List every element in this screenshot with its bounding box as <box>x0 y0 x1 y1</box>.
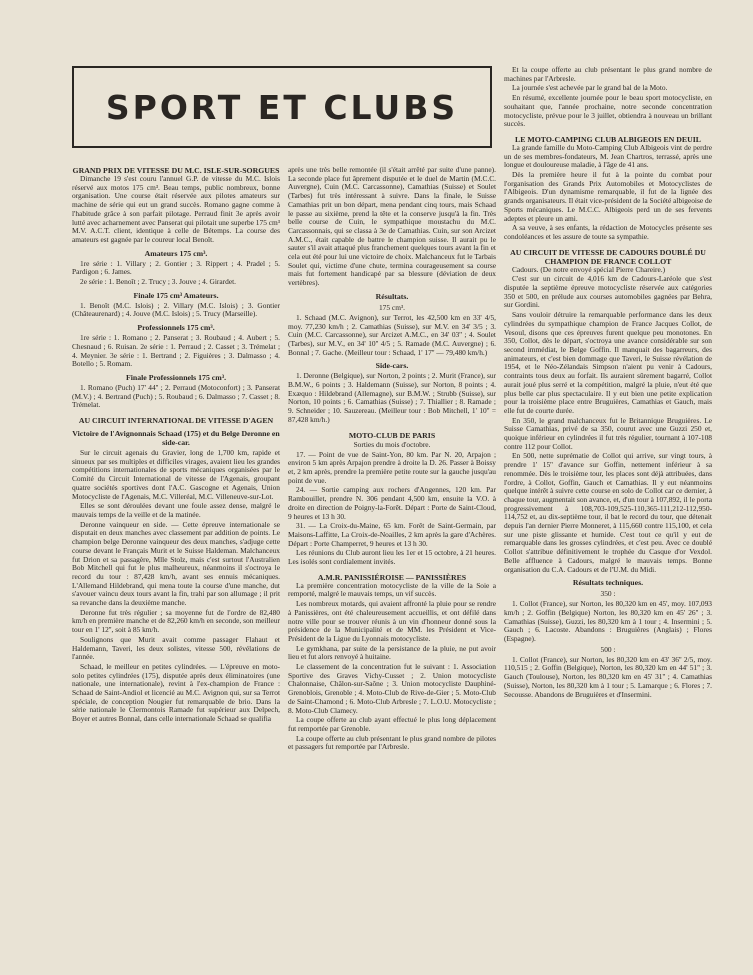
subheading-small: 175 cm³. <box>378 302 406 312</box>
column-middle <box>288 166 496 758</box>
paragraph: Deronne fut très régulier ; sa moyenne fut de l'ordre de 82,480 km/h en première manche et de 82,260 km/h en seconde, son meilleur tour en 1' 12'', soit à 85 km/h. <box>72 607 280 635</box>
article-title: AU CIRCUIT INTERNATIONAL DE VITESSE D'AGEN <box>78 416 274 426</box>
column-right <box>504 66 712 705</box>
paragraph: Schaad, le meilleur en petites cylindrées. — L'épreuve en moto-solo petites cylindrées (175), disputée après deux éliminatoires (une nationale, une internationale), revint à l'ex-champion de France : Schaad de Saint-Andiol et licencié au M.C. Avignon qui, sur sa Terrot spéciale, de conception Nougier fut remarquable de brio. Dans la série nationale le Clermontois Ramade fut supérieur aux Delpech, Boyer et autres Bonnal, dans celle internationale Schaad se qualifia <box>72 661 280 724</box>
paragraph: Sur le circuit agenais du Gravier, long de 1,700 km, rapide et sinueux par ses multiples et difficiles virages, avaient lieu les grandes compétitions internationales de sports mécaniques organisées par le Comité du Circuit International de vitesse de l'Agenais, groupant quatre sociétés sportives dont l'A.C. Gascogne et Agenais, Union Motocycliste de l'Agenais, M.C. Villeréal, M.C. Villeneuve-sur-Lot. <box>72 448 280 501</box>
results-text: 1. Collot (France), sur Norton, les 80,320 km en 43' 36'' 2/5, moy. 110,515 ; 2. Goffin (Belgique), Norton, les 80,320 km en 44' 51'' ; 3. Gauch (Toulouse), Norton, les 80,320 km en 45' 31'' ; 4. Camathias (Suisse), Norton, les 80,320 km à 1 tour ; 5. Lamarque ; 6. Flores ; 7. Secousse. Abandons de Bruguières et d'Insermini. <box>504 654 712 699</box>
paragraph: Cadours. (De notre envoyé spécial Pierre Chareire.) <box>512 264 666 274</box>
paragraph: Sans vouloir détruire la remarquable performance dans les deux cylindrées du sympathique champion de France Jacques Collot, de Vesoul, disons que ces épreuves furent quelque peu monotones. En 350, Collot, dès le départ, s'octroya une avance considérable sur son second immédiat, le Belge Goffin. Il manquait des bagarreurs, des animateurs, et c'est bien dommage que Taveri, le Suisse révélation de 1954, et le Néo-Zélandais Simpson n'aient pu venir à Cadours, contraints tous deux au forfait. Ils auraient sûrement bagarré, Collot aurait joué plus serré et la compétition, malgré la pluie, n'eut été que plus belle car plus spectaculaire. Il y eut bien une petite explication pour la troisième place entre Bruguières, Camathias et Gauch, mais elle fut de courte durée. <box>504 310 712 415</box>
paragraph: Deronne vainqueur en side. — Cette épreuve internationale se disputait en deux manches avec classement par addition de points. Le champion belge Deronne vainqueur des deux manches, s'adjuge cette course devant le Français Murit et le Suisse Haldeman. Malchanceux fut Drion et sa passagère, Mlle Stolz, mais c'est surtout l'Australien Bob Mitchell qui fut le plus malheureux, néanmoins il s'octroya le record du tour : 87,428 km/h, avant ses ennuis mécaniques. L'Allemand Hildebrand, qui mena toute la course d'une manche, dut s'avouer vaincu deux tours avant la fin, trahi par son allumage ; il prit sa revanche dans la deuxième manche. <box>72 519 280 608</box>
results-text: 2e série : 1. Benoît ; 2. Trucy ; 3. Jouve ; 4. Girardet. <box>80 277 237 287</box>
subheading: Finale Professionnels 175 cm³. <box>125 372 227 382</box>
paragraph: La grande famille du Moto-Camping Club Albigeois vint de perdre un de ses membres-fondateurs, M. Jean Chartros, terrassé, après une longue et douloureuse maladie, à l'âge de 41 ans. <box>504 142 712 170</box>
paragraph: 17. — Point de vue de Saint-Yon, 80 km. Par N. 20, Arpajon ; environ 5 km après Arpajon prendre à droite la D. 26. Passer à Boissy et, 2 km après, prendre la première petite route sur la gauche jusqu'au point de vue. <box>288 449 496 485</box>
paragraph: Les nombreux motards, qui avaient affronté la pluie pour se rendre à Panissières, ont été chaleureusement accueillis, et ont défilé dans notre ville pour se trouver réunis à un vin d'honneur donné sous la présidence de la Municipalité et de MM. les Président et Vice-Président de la Ligue du Lyonnais motocycliste. <box>288 599 496 643</box>
subheading-small: 350 : <box>600 589 616 599</box>
paragraph: Le gymkhana, par suite de la persistance de la pluie, ne put avoir lieu et fut alors renvoyé à huitaine. <box>288 643 496 662</box>
paragraph: La première concentration motocycliste de la ville de la Soie a remporté, malgré le mauvais temps, un vif succès. <box>288 580 496 599</box>
article-agen <box>72 416 280 724</box>
paragraph: après une très belle remontée (il s'était arrêté par suite d'une panne). La seconde place fut âprement disputée et le duel de Martin (M.C.C. Auvergne), Cuin (M.C. Carcassonne), Camathias (Suisse) et Soulet (Tarbes) fut très intéressant à suivre. Dans la finale, le Suisse Camathias prit un bon départ, mena pendant cinq tours, mais Schaad le passe au sixième, prend la tête et la conserve jusqu'à la fin. Très belle course de Cuin, le sympathique moustachu du M.C. Carcassonnais, qui se classa à 3e de Camathias. Cuin, sur son Arcizet A.M.C., était capable de battre le champion suisse. Il aurait pu le sauter s'il avait attaqué plus franchement quelques tours avant la fin et cela eut été pour lui une victoire de choix. Malchanceux fut le Tarbais Soulet qui, victime d'une chute, termina courageusement sa course mais fut fortement handicapé par sa blessure (déviation de deux vertèbres). <box>288 165 496 288</box>
article-panissieres <box>288 573 496 752</box>
results-text: 1. Deronne (Belgique), sur Norton, 2 points ; 2. Murit (France), sur B.M.W., 6 points ; 3. Haldemann (Suisse), sur Norton, 8 points ; 4. Exæquo : Hildebrand (Allemagne), sur B.M.W. ; Strubb (Suisse), sur Norton, 10 points ; 6. Camathias (Suisse) ; 7. Thiallier ; 8. Ramade ; 9. Schneider ; 10. Sauzereau. (Meilleur tour : Bob Mitchell, 1' 10'' = 87,428 km/h.) <box>288 371 496 424</box>
paragraph: A sa veuve, à ses enfants, la rédaction de Motocycles présente ses condoléances et les assure de toute sa sympathie. <box>504 223 712 241</box>
article-subtitle: Sorties du mois d'octobre. <box>353 439 431 449</box>
subheading: Finale 175 cm³ Amateurs. <box>133 290 219 300</box>
column-left <box>72 166 280 730</box>
article-mc-paris <box>288 431 496 567</box>
subheading: Résultats. <box>375 291 409 301</box>
article-gp-isle <box>72 166 280 410</box>
results-text: 1. Benoît (M.C. Islois) ; 2. Villary (M.C. Islois) ; 3. Gontier (Châteaurenard) ; 4. Jouve (M.C. Islois) ; 5. Trucy (Marseille). <box>72 300 280 319</box>
paragraph: Dès la première heure il fut à la pointe du combat pour l'organisation des Grands Prix Automobiles et Motocyclistes de l'Albigeois. D'un dynamisme remarquable, il fut de la lignée des grands organisateurs. Il était vice-président de la Société albigeoise de Sports mécaniques. Le M.C.C. Albigeois perd un de ses fervents adeptes et pleure un ami. <box>504 170 712 223</box>
section-banner <box>72 66 492 148</box>
article-subtitle: Victoire de l'Avignonnais Schaad (175) et du Belge Deronne en side-car. <box>72 429 280 448</box>
paragraph: En 500, nette suprématie de Collot qui arrive, sur vingt tours, à prendre 1' 15'' d'avance sur Goffin, nettement inférieur à sa renommée. Dès le troisième tour, les places sont déjà attribuées, dans l'ordre, à Collot, Goffin, Gauch et Camathias. Il y eut néanmoins quelque intérêt à suivre cette course en solo de Collot car ce dernier, à chaque tour, augmentait son avance, et, d'un tour à 107,892, il le porta progressivement à 108,703-109,525-110,365-111,212-112,950-114,752 et, au dix-septième tour, il bat le record du tour, que détenait depuis l'an dernier Pierre Monneret, à 115,660 contre 115,100, et cela sur une piste glissante et humide. C'est tout ce qu'il y eut de remarquable dans les grosses cylindrées, et c'est peu. Avec ce doublé Collot s'attribue définitivement le trophée du Casque d'or Vexdol. Belle affluence à Cadours, malgré le mauvais temps. Bonne organisation du C.A. Cadours et de l'U.M. du Midi. <box>504 451 712 574</box>
paragraph: Le classement de la concentration fut le suivant : 1. Association Sportive des Graves Vichy-Cusset ; 2. Union motocycliste Chalonnaise, Châlon-sur-Saône ; 3. Union motocycliste Dauphiné-Grenoblois, Grenoble ; 4. Moto-Club de Rive-de-Gier ; 5. Moto-Club de Saint-Chamond ; 6. Moto-Club Arbresle ; 7. L.O.U. Motocycliste ; 8. Moto-Club Clamecy. <box>288 662 496 715</box>
article-albigeois <box>504 135 712 242</box>
article-panissieres-continued <box>504 66 712 129</box>
paragraph: 31. — La Croix-du-Maine, 65 km. Forêt de Saint-Germain, par Maisons-Laffitte, La Croix-de-Noailles, 2 km après la gare d'Achères. Départ : Porte Champerret, 9 heures et 13 h 30. <box>288 521 496 548</box>
article-agen-continued <box>288 166 496 425</box>
article-title: LE MOTO-CAMPING CLUB ALBIGEOIS EN DEUIL <box>515 134 701 144</box>
paragraph: La coupe offerte au club ayant effectué le plus long déplacement fut remportée par Grenoble. <box>288 715 496 733</box>
banner-title: SPORT ET CLUBS <box>105 87 459 127</box>
subheading-small: 500 : <box>600 644 616 654</box>
paragraph: Les réunions du Club auront lieu les 1er et 15 octobre, à 21 heures. Les isolés sont cordialement invités. <box>288 548 496 567</box>
results-text: 1. Schaad (M.C. Avignon), sur Terrot, les 42,500 km en 33' 4/5, moy. 77,230 km/h ; 2. Camathias (Suisse), sur M.V. en 34' 3/5 ; 3. Cuin (M.C. Carcassonne), sur Arcizet A.M.C., en 34' 03'' ; 4. Soulet (Tarbes), sur M.V., en 34' 10'' 4/5 ; 5. Ramade (M.C. Auvergne) ; 6. Bonnal ; 7. Gache. (Meilleur tour : Schaad, 1' 17'' — 79,480 km/h.) <box>288 312 496 357</box>
paragraph: Et la coupe offerte au club présentant le plus grand nombre de machines par l'Arbresle. <box>504 65 712 83</box>
subheading: Side-cars. <box>375 361 409 371</box>
results-text: 1re série : 1. Romano ; 2. Panserat ; 3. Roubaud ; 4. Aubert ; 5. Chesnaud ; 6. Ruisan. 2e série : 1. Perraud ; 2. Casset ; 3. Trémelat ; 4. Meynier. 3e série : 1. Bertrand ; 2. Figuières ; 3. Dalmasso ; 4. Botello ; 5. Romam. <box>72 333 280 369</box>
results-text: 1. Collot (France), sur Norton, les 80,320 km en 45', moy. 107,093 km/h ; 2. Goffin (Belgique) Norton, les 80,320 km en 45' 26'' ; 3. Camathias (Suisse), Guzzi, les 80,320 km à 1 tour ; 4. Insermini ; 5. Gauch ; 6. Lacoste. Abandons : Bruguières (Anglais) ; Flores (Espagne). <box>504 599 712 644</box>
article-title: AU CIRCUIT DE VITESSE DE CADOURS DOUBLÉ DU CHAMPION DE FRANCE COLLOT <box>510 247 706 266</box>
paragraph: Soulignons que Murit avait comme passager Flahaut et Haldemann, Taveri, les deux solistes, vitesse 500, révélations de l'année. <box>72 634 280 662</box>
subheading: Professionnels 175 cm³. <box>137 323 215 333</box>
paragraph: En résumé, excellente journée pour le beau sport motocycliste, en souhaitant que, l'année prochaine, notre seconde concentration motocycliste, prévue pour le 3 juillet, obtiendra à nouveau un brillant succès. <box>504 93 712 129</box>
article-intro: Dimanche 19 s'est couru l'annuel G.P. de vitesse du M.C. Islois réservé aux motos 175 cm³. Beau temps, public nombreux, bonne organisation. Une course était réservée aux pilotes amateurs sur machine de série qui eut un grand succès. Romano gagne comme à l'habitude grâce à son parfait pilotage. Perraud finit 3e après avoir lutté avec acharnement avec Panserat qui pilotait une superbe 175 cm³ M.V. A.C.T. client, identique à celle de Bétemps. La course des amateurs est gagnée par le coureur local Benoît. <box>72 174 280 244</box>
subheading: Résultats techniques. <box>572 578 644 588</box>
paragraph: La coupe offerte au club présentant le plus grand nombre de pilotes et passagers fut remportée par l'Arbresle. <box>288 733 496 752</box>
article-title: GRAND PRIX DE VITESSE DU M.C. ISLE-SUR-SORGUES <box>72 166 280 175</box>
results-text: 1. Romano (Puch) 17' 44'' ; 2. Perraud (Motoconfort) ; 3. Panserat (M.V.) ; 4. Bertrand (Puch) ; 5. Roubaud ; 6. Dalmasso ; 7. Casset ; 8. Trémelat. <box>72 382 280 410</box>
subheading: Amateurs 175 cm³. <box>144 248 208 258</box>
paragraph: La journée s'est achevée par le grand bal de la Moto. <box>512 83 668 93</box>
paragraph: C'est sur un circuit de 4,016 km de Cadours-Laréole que s'est disputée la septième épreuve motocycliste réservée aux catégories 350 et 500, en prélude aux courses automobiles gagnées par Behra, sur Gordini. <box>504 274 712 310</box>
article-title: MOTO-CLUB DE PARIS <box>348 430 436 440</box>
article-cadours <box>504 248 712 700</box>
paragraph: 24. — Sortie camping aux rochers d'Angennes, 120 km. Par Rambouillet, prendre N. 306 pendant 4,500 km, ensuite la V.O. à droite en direction de Poigny-la-Forêt. Départ : Porte de Saint-Cloud, 9 heures et 13 h 30. <box>288 485 496 521</box>
paragraph: En 350, le grand malchanceux fut le Britannique Bruguières. Le Suisse Camathias, privé de sa 350, courut avec une Guzzi 250 et, quoique inférieur en cylindrées il fut très régulier, tournant à 107-108 contre 112 pour Collot. <box>504 415 712 451</box>
article-title: A.M.R. PANISSIÉROISE — PANISSIÈRES <box>317 572 467 582</box>
paragraph: Elles se sont déroulées devant une foule assez dense, malgré le mauvais temps de la veille et de la matinée. <box>72 501 280 519</box>
results-text: 1re série : 1. Villary ; 2. Gontier ; 3. Rippert ; 4. Pradel ; 5. Pardigon ; 6. James. <box>72 258 280 277</box>
